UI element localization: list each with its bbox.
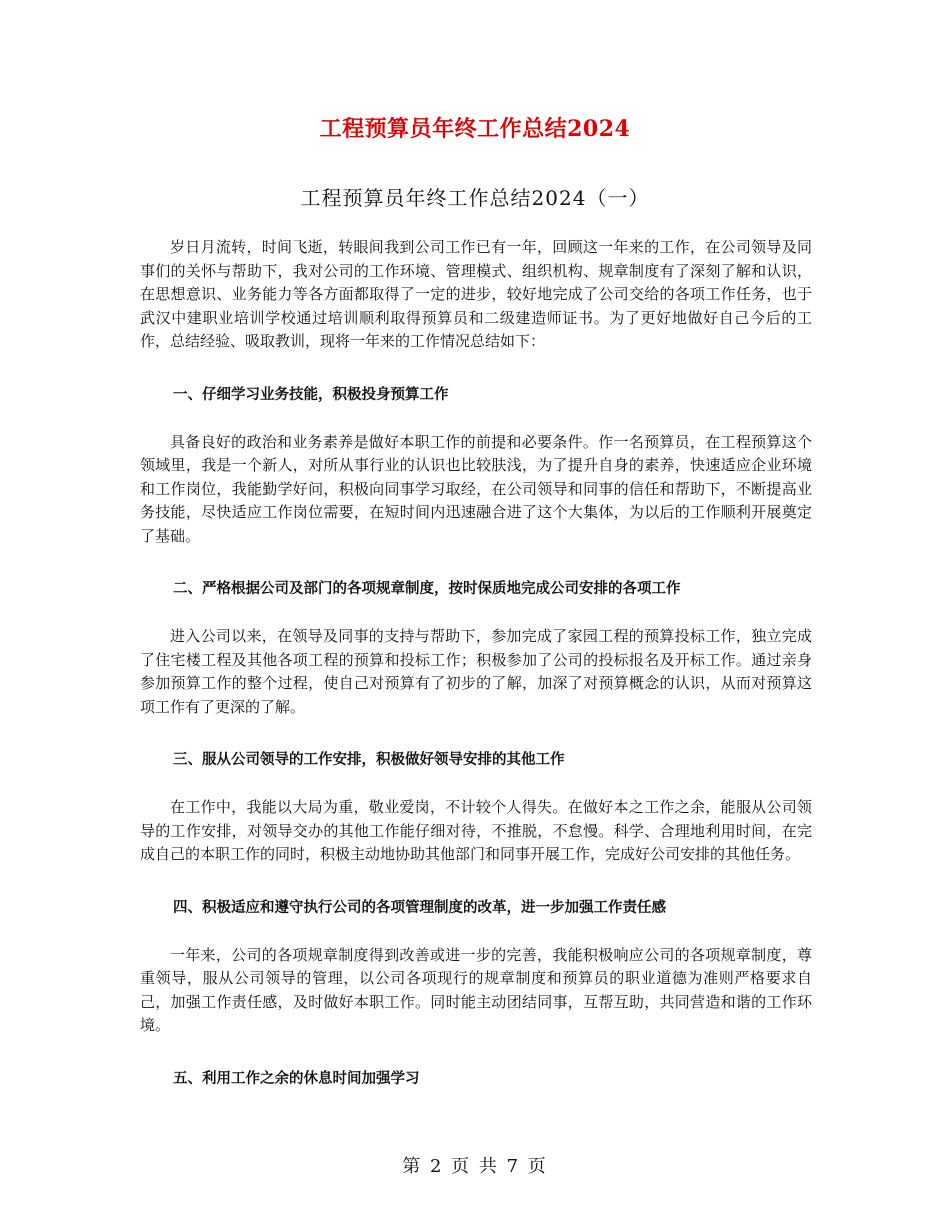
section-heading-5: 五、利用工作之余的休息时间加强学习 xyxy=(173,1069,420,1087)
section-body-4: 一年来，公司的各项规章制度得到改善或进一步的完善，我能积极响应公司的各项规章制度，尊重领导，服从公司领导的管理，以公司各项现行的规章制度和预算员的职业道德为准则严格要求自己，加强工作责任感，及时做好本职工作。同时能主动团结同事，互帮互助，共同营造和谐的工作环境。 xyxy=(140,945,812,1034)
section-heading-3: 三、服从公司领导的工作安排，积极做好领导安排的其他工作 xyxy=(173,751,565,768)
document-subtitle: 工程预算员年终工作总结2024（一） xyxy=(300,186,650,210)
document-title: 工程预算员年终工作总结2024 xyxy=(319,116,631,142)
section-heading-2: 二、严格根据公司及部门的各项规章制度，按时保质地完成公司安排的各项工作 xyxy=(173,580,681,597)
section-heading-4: 四、积极适应和遵守执行公司的各项管理制度的改革，进一步加强工作责任感 xyxy=(173,898,666,916)
document-body xyxy=(140,236,812,1090)
section-body-2: 进入公司以来，在领导及同事的支持与帮助下，参加完成了家园工程的预算投标工作，独立完成了住宅楼工程及其他各项工程的预算和投标工作；积极参加了公司的投标报名及开标工作。通过亲身参加预算工作的整个过程，使自己对预算有了初步的了解，加深了对预算概念的认识，从而对预算这项工作有了更深的了解。 xyxy=(140,627,812,716)
section-body-3: 在工作中，我能以大局为重，敬业爱岗，不计较个人得失。在做好本之工作之余，能服从公司领导的工作安排，对领导交办的其他工作能仔细对待，不推脱，不怠慢。科学、合理地利用时间，在完成自己的本职工作的同时，积极主动地协助其他部门和同事开展工作，完成好公司安排的其他任务。 xyxy=(140,798,812,863)
intro-paragraph: 岁日月流转，时间飞逝，转眼间我到公司工作已有一年，回顾这一年来的工作，在公司领导及同事们的关怀与帮助下，我对公司的工作环境、管理模式、组织机构、规章制度有了深刻了解和认识，在思想意识、业务能力等各方面都取得了一定的进步，较好地完成了公司交给的各项工作任务，也于武汉中建职业培训学校通过培训顺利取得预算员和二级建造师证书。为了更好地做好自己今后的工作，总结经验、吸取教训，现将一年来的工作情况总结如下： xyxy=(140,238,812,350)
section-body-1: 具备良好的政治和业务素养是做好本职工作的前提和必要条件。作一名预算员，在工程预算这个领域里，我是一个新人，对所从事行业的认识也比较肤浅，为了提升自身的素养，快速适应企业环境和工作岗位，我能勤学好问，积极向同事学习取经，在公司领导和同事的信任和帮助下，不断提高业务技能，尽快适应工作岗位需要，在短时间内迅速融合进了这个大集体，为以后的工作顺利开展奠定了基础。 xyxy=(140,432,812,545)
page-number: 第 2 页 共 7 页 xyxy=(402,1156,548,1177)
section-heading-1: 一、仔细学习业务技能，积极投身预算工作 xyxy=(173,385,449,403)
